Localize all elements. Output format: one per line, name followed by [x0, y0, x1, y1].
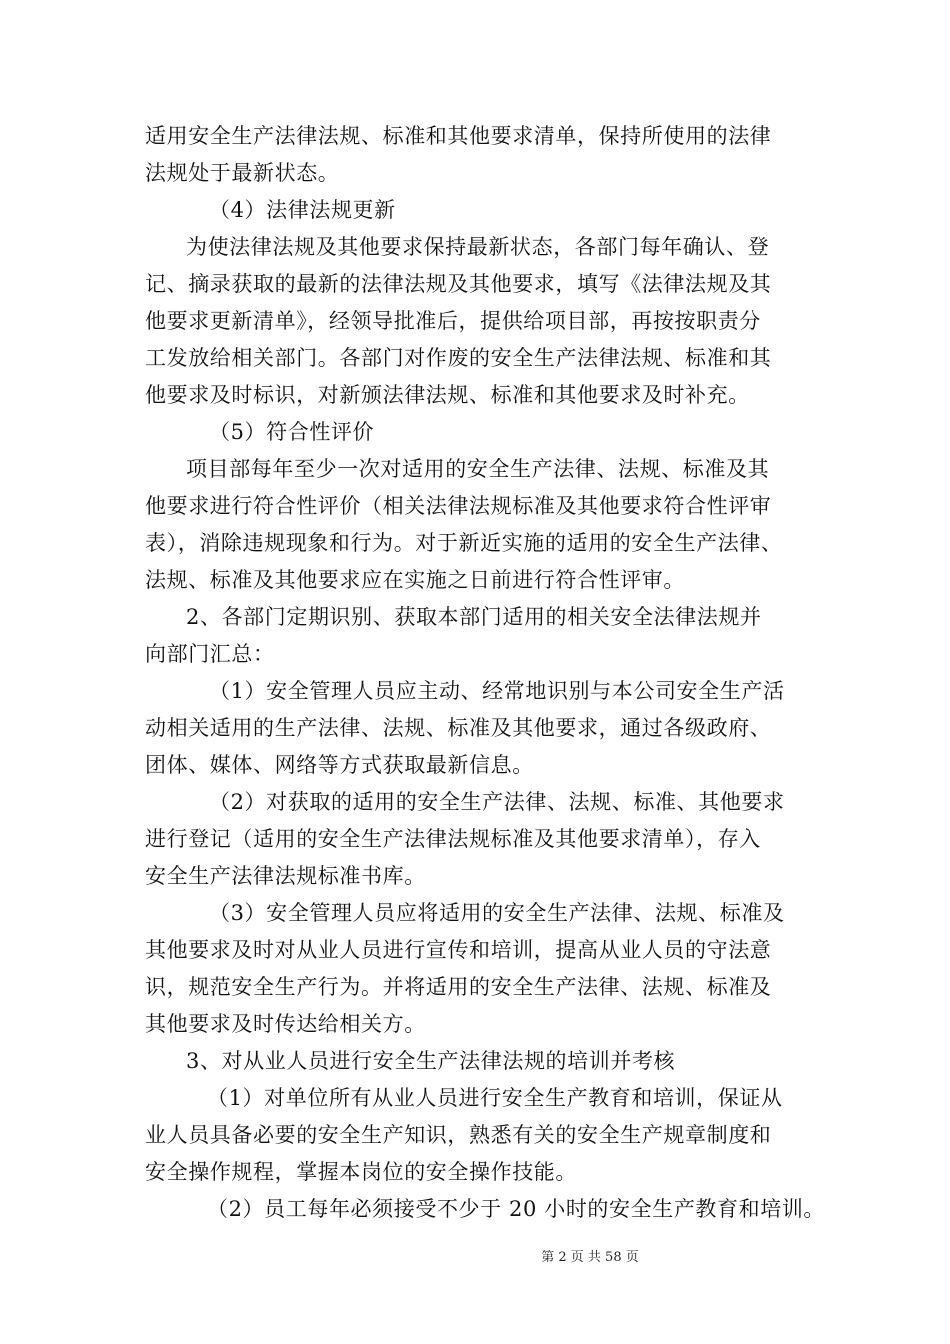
text-line: （2）员工每年必须接受不少于 20 小时的安全生产教育和培训。 — [207, 1197, 826, 1221]
text-line: 法规处于最新状态。 — [145, 161, 340, 185]
text-line: 他要求及时标识，对新颁法律法规、标准和其他要求及时补充。 — [145, 383, 750, 407]
text-line: 动相关适用的生产法律、法规、标准及其他要求，通过各级政府、 — [145, 716, 772, 740]
text-line: （1）对单位所有从业人员进行安全生产教育和培训，保证从 — [207, 1086, 783, 1110]
text-line: 记、摘录获取的最新的法律法规及其他要求，填写《法律法规及其 — [145, 272, 772, 296]
text-line: 安全生产法律法规标准书库。 — [145, 864, 426, 888]
text-line: （4）法律法规更新 — [209, 198, 396, 222]
text-line: 他要求更新清单》，经领导批准后，提供给项目部，再按按职责分 — [145, 309, 761, 333]
text-line: 向部门汇总： — [145, 642, 275, 666]
text-line: 工发放给相关部门。各部门对作废的安全生产法律法规、标准和其 — [145, 346, 772, 370]
document-body — [145, 118, 835, 1228]
text-line: 安全操作规程，掌握本岗位的安全操作技能。 — [145, 1160, 577, 1184]
text-line: 其他要求及时对从业人员进行宣传和培训，提高从业人员的守法意 — [145, 938, 772, 962]
text-line: 他要求进行符合性评价（相关法律法规标准及其他要求符合性评审 — [145, 494, 772, 518]
text-line: 2、各部门定期识别、获取本部门适用的相关安全法律法规并 — [186, 605, 762, 629]
text-line: 业人员具备必要的安全生产知识，熟悉有关的安全生产规章制度和 — [145, 1123, 772, 1147]
text-line: 法规、标准及其他要求应在实施之日前进行符合性评审。 — [145, 568, 685, 592]
text-line: （2）对获取的适用的安全生产法律、法规、标准、其他要求 — [209, 790, 785, 814]
text-line: 识，规范安全生产行为。并将适用的安全生产法律、法规、标准及 — [145, 975, 772, 999]
text-line: （5）符合性评价 — [209, 420, 375, 444]
text-line: 项目部每年至少一次对适用的安全生产法律、法规、标准及其 — [186, 457, 770, 481]
text-line: 为使法律法规及其他要求保持最新状态，各部门每年确认、登 — [186, 235, 770, 259]
text-line: 3、对从业人员进行安全生产法律法规的培训并考核 — [186, 1049, 676, 1073]
text-line: （3）安全管理人员应将适用的安全生产法律、法规、标准及 — [209, 901, 785, 925]
text-line: 表），消除违规现象和行为。对于新近实施的适用的安全生产法律、 — [145, 531, 783, 555]
text-line: 适用安全生产法律法规、标准和其他要求清单，保持所使用的法律 — [145, 124, 772, 148]
text-line: 团体、媒体、网络等方式获取最新信息。 — [145, 753, 534, 777]
page-number-footer: 第 2 页 共 58 页 — [541, 1250, 639, 1265]
text-line: （1）安全管理人员应主动、经常地识别与本公司安全生产活 — [209, 679, 785, 703]
text-line: 进行登记（适用的安全生产法律法规标准及其他要求清单），存入 — [145, 827, 761, 851]
text-line: 其他要求及时传达给相关方。 — [145, 1012, 426, 1036]
